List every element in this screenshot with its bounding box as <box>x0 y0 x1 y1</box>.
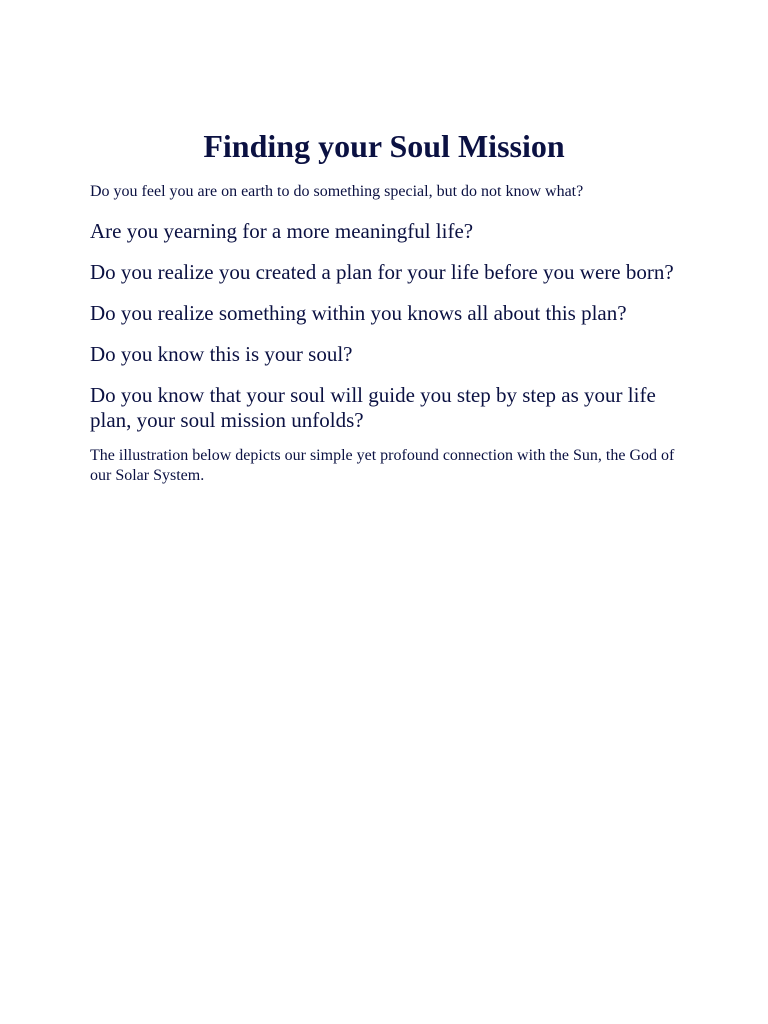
paragraph-illustration-note: The illustration below depicts our simple yet profound connection with the Sun, the God of our Solar System. <box>90 447 675 484</box>
paragraph-intro: Do you feel you are on earth to do something special, but do not know what? <box>90 183 584 200</box>
paragraph-knows-plan: Do you realize something within you knows all about this plan? <box>90 301 627 325</box>
paragraph-meaningful-life: Are you yearning for a more meaningful life? <box>90 219 474 243</box>
paragraph-soul-guide: Do you know that your soul will guide you step by step as your life plan, your soul mission unfolds? <box>90 383 656 432</box>
paragraph-life-plan: Do you realize you created a plan for your life before you were born? <box>90 260 674 284</box>
document-body <box>90 182 680 486</box>
paragraph-your-soul: Do you know this is your soul? <box>90 342 353 366</box>
page-title: Finding your Soul Mission <box>203 128 565 164</box>
